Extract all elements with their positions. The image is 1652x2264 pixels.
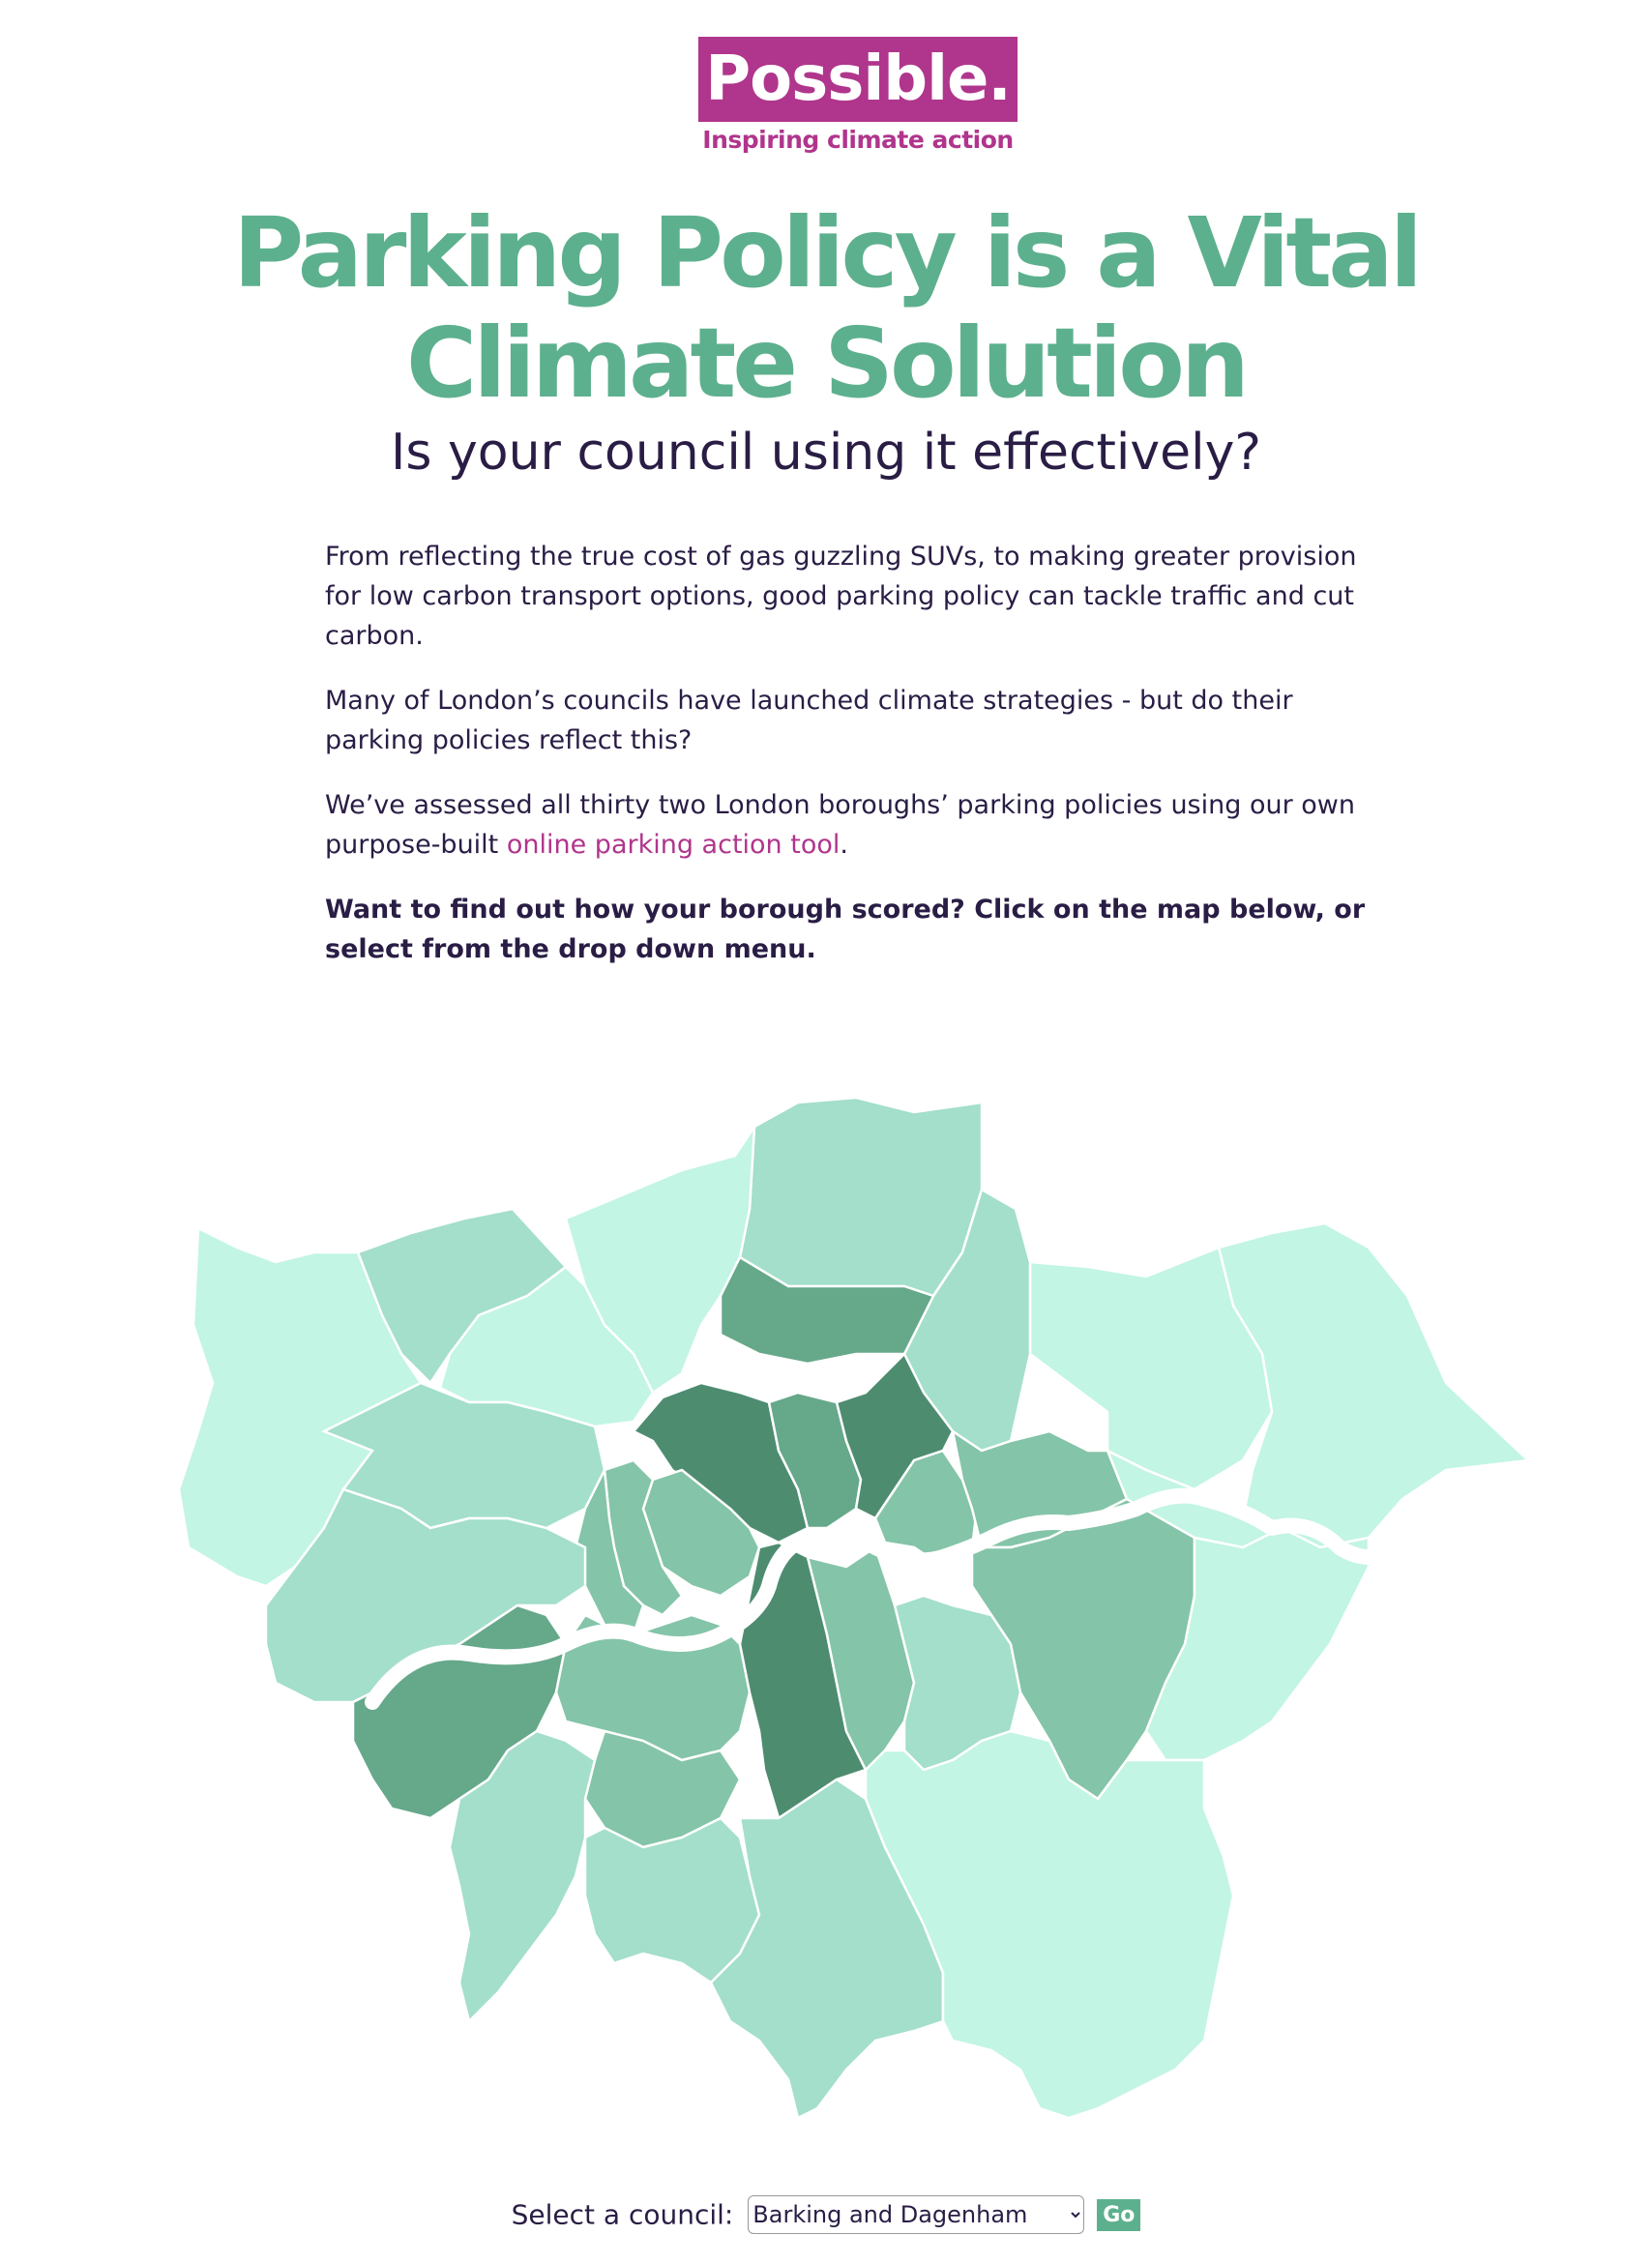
page-subtitle: Is your council using it effectively? — [391, 424, 1261, 482]
intro-text — [325, 537, 1399, 994]
page-title-line1: Parking Policy is a Vital — [233, 196, 1419, 309]
borough-map-svg — [179, 1064, 1543, 2128]
intro-paragraph-3-text: We’ve assessed all thirty two London boroughs’ parking policies using our own purpose-built — [325, 790, 1355, 860]
logo-tagline: Inspiring climate action — [702, 126, 1014, 154]
council-selector — [0, 2195, 1652, 2234]
intro-call-to-action: Want to find out how your borough scored? Click on the map below, or select from the drop down menu. — [325, 895, 1366, 964]
parking-tool-link[interactable]: online parking action tool — [506, 830, 841, 860]
page-title — [97, 198, 1555, 419]
borough-sutton[interactable] — [585, 1818, 759, 1983]
site-logo[interactable] — [698, 37, 1018, 154]
london-borough-map — [179, 1064, 1543, 2128]
council-select-label: Select a council: — [511, 2198, 734, 2231]
go-button[interactable]: Go — [1097, 2199, 1140, 2231]
intro-paragraph-2: Many of London’s councils have launched climate strategies - but do their parking policies reflect this? — [325, 686, 1293, 755]
borough-enfield[interactable] — [740, 1098, 982, 1296]
intro-paragraph-3 — [325, 785, 1399, 865]
logo-wordmark: Possible. — [698, 37, 1018, 122]
intro-paragraph-1: From reflecting the true cost of gas guzzling SUVs, to making greater provision for low carbon transport options, good parking policy can tackle traffic and cut carbon. — [325, 542, 1357, 651]
intro-paragraph-3-end: . — [840, 830, 848, 860]
page-title-line2: Climate Solution — [405, 307, 1247, 420]
council-dropdown[interactable] — [748, 2195, 1084, 2234]
